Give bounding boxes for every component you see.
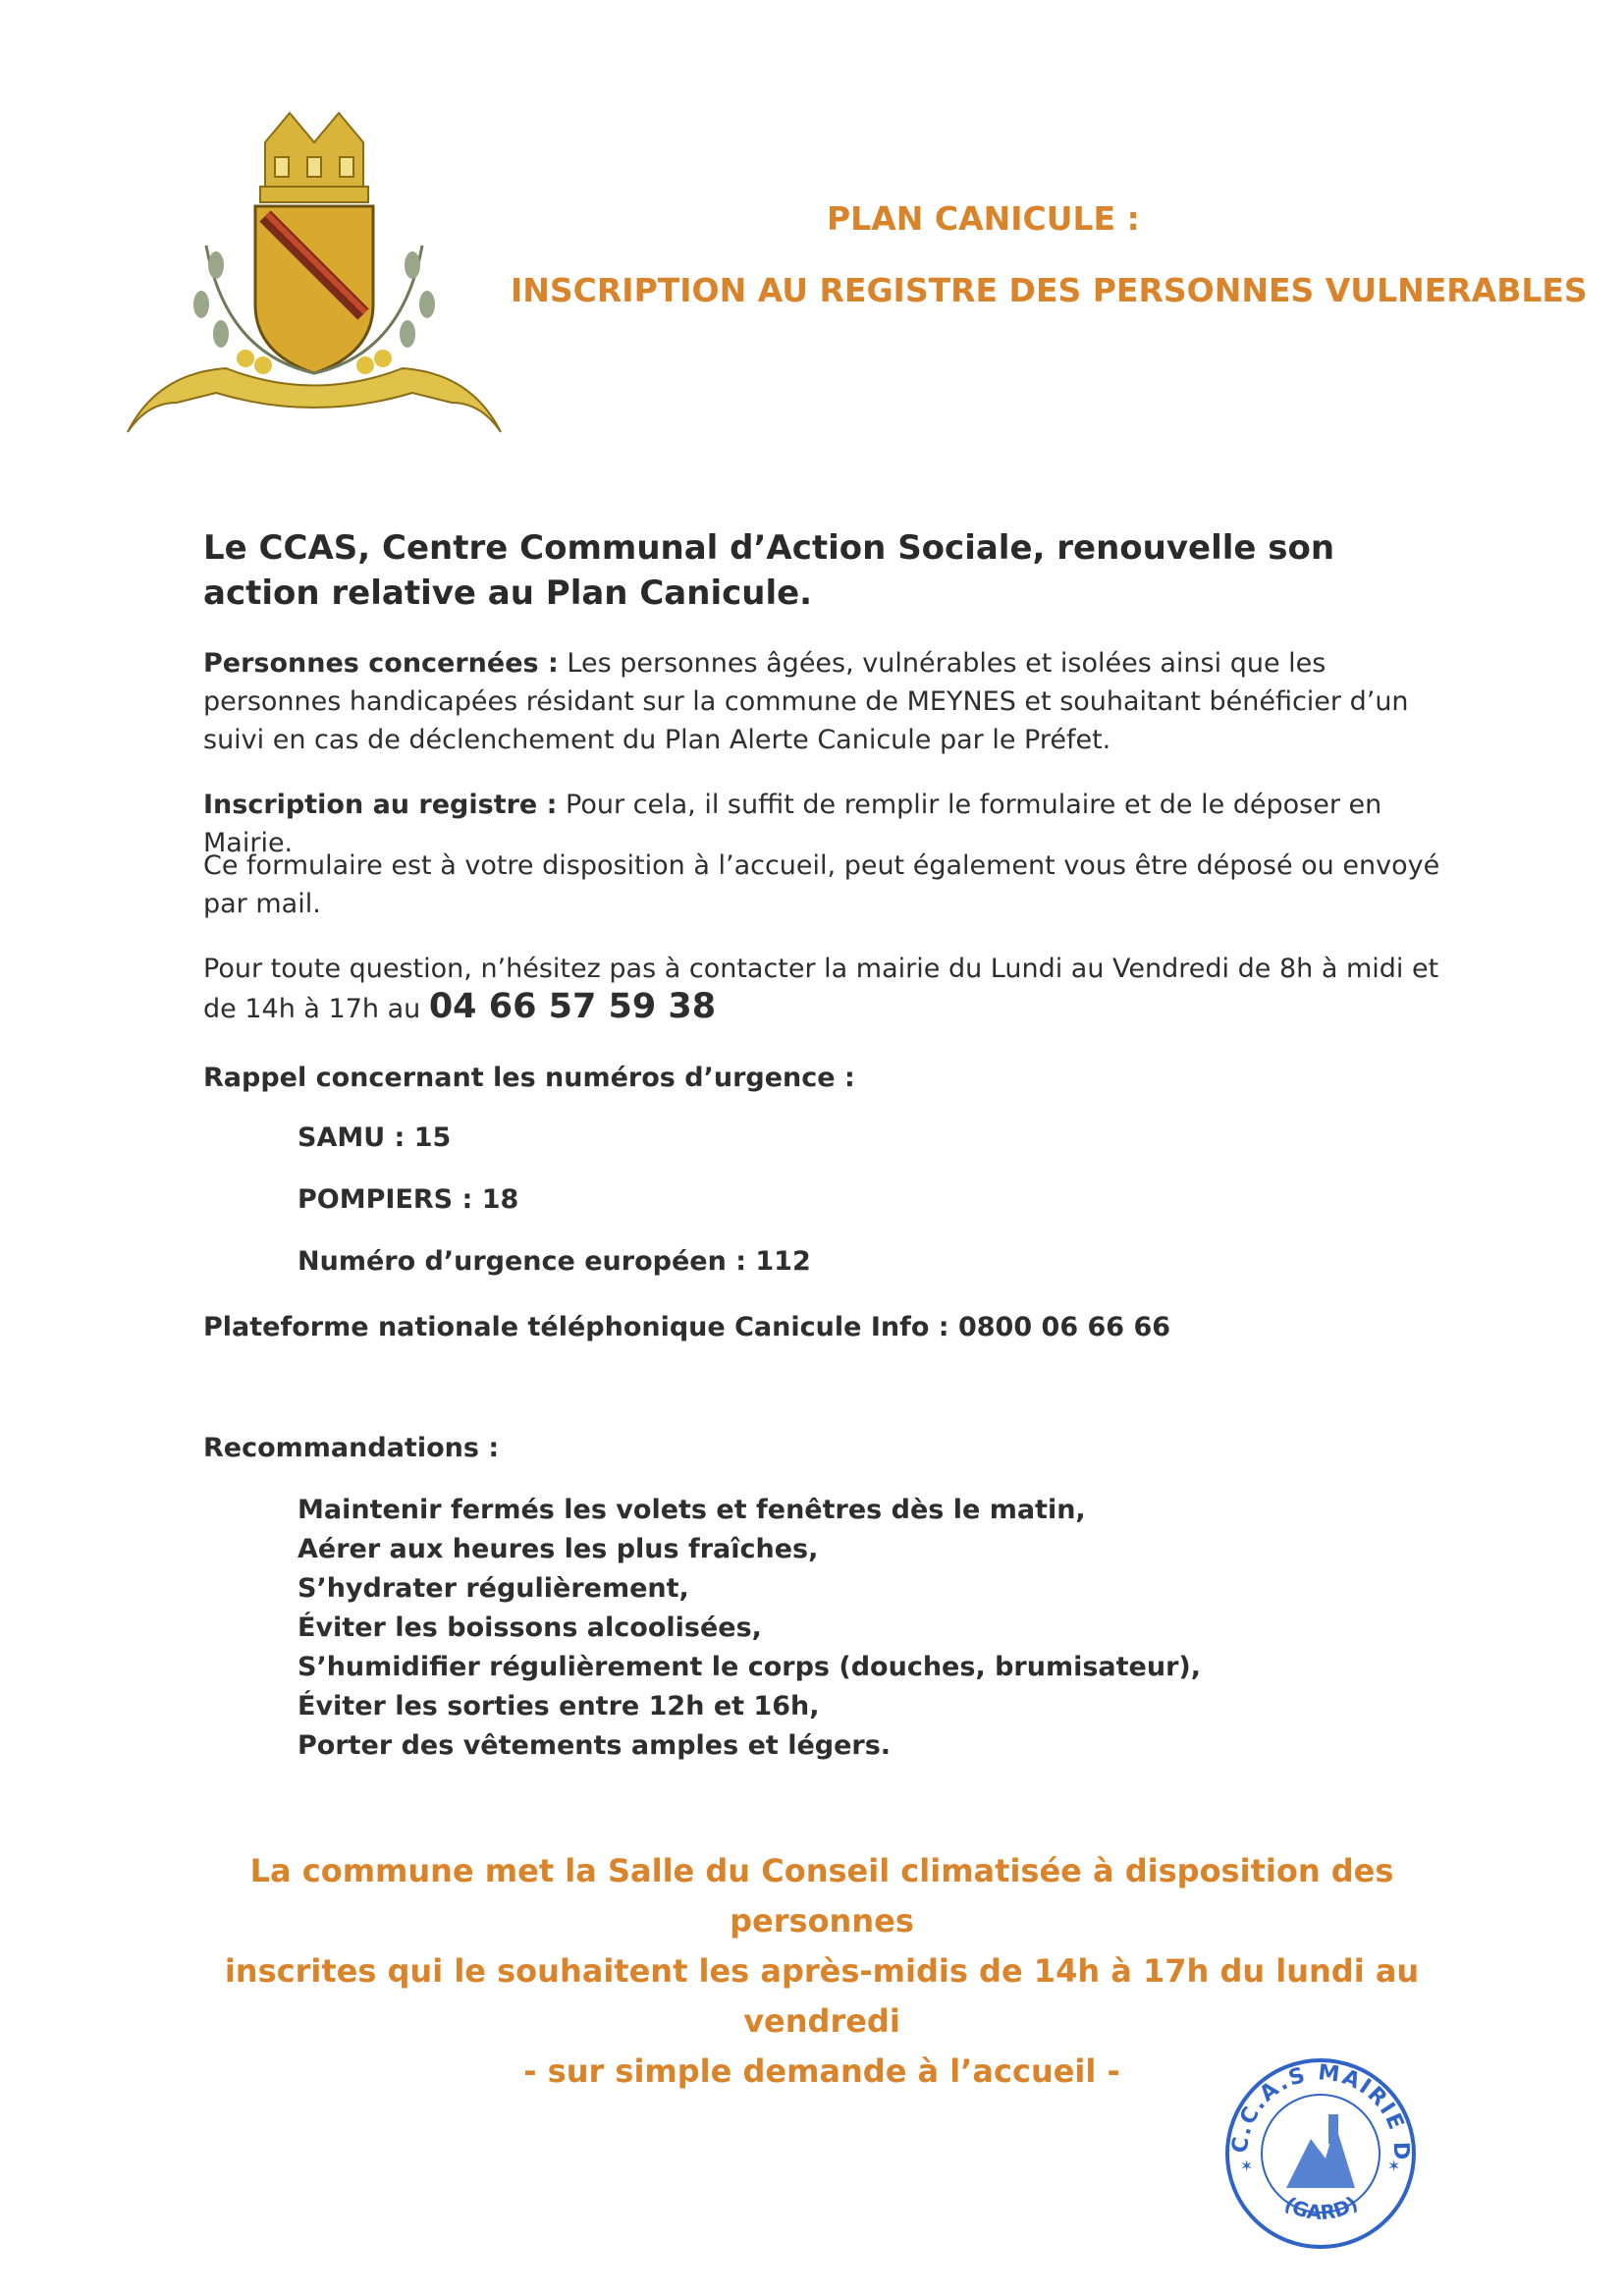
intro-paragraph: Le CCAS, Centre Communal d’Action Sociale, renouvelle son action relative au Plan Canicule. [203, 528, 1335, 613]
list-item: S’hydrater régulièrement, [298, 1573, 689, 1604]
closing-line-1: La commune met la Salle du Conseil climatisée à disposition des personnes [249, 1852, 1394, 1940]
closing-line-3: - sur simple demande à l’accueil - [523, 2052, 1120, 2090]
canicule-hotline: Plateforme nationale téléphonique Canicule Info : 0800 06 66 66 [203, 1312, 1171, 1342]
emergency-item-pompiers: POMPIERS : 18 [298, 1184, 519, 1215]
stamp-top-text: C.C.A.S MAIRIE D [1227, 2060, 1414, 2162]
list-item: Éviter les boissons alcoolisées, [298, 1613, 762, 1643]
emergency-item-samu: SAMU : 15 [298, 1122, 452, 1153]
list-item: S’humidifier régulièrement le corps (douches, brumisateur), [298, 1652, 1201, 1682]
page-subtitle: INSCRIPTION AU REGISTRE DES PERSONNES VULNERABLES [511, 271, 1588, 309]
municipal-crest-logo [118, 108, 511, 475]
svg-text:(GARD) [1280, 2191, 1362, 2224]
svg-text:✶: ✶ [1387, 2157, 1401, 2175]
concerned-text: Les personnes âgées, vulnérables et isolées ainsi que les personnes handicapées résidant sur la commune de MEYNES et souhaitant bénéficier d’un suivi en cas de déclenchement du Plan Alerte Canicule par le Préfet. [203, 648, 1409, 755]
registration-label: Inscription au registre : [203, 790, 558, 820]
registration-text: Pour cela, il suffit de remplir le formulaire et de le déposer en Mairie. [203, 790, 1382, 858]
svg-text:✶: ✶ [1240, 2157, 1254, 2175]
recommendations-heading: Recommandations : [203, 1433, 500, 1463]
recommendations-list [298, 1491, 1201, 1766]
emergency-item-european: Numéro d’urgence européen : 112 [298, 1246, 811, 1277]
list-item: Aérer aux heures les plus fraîches, [298, 1534, 819, 1564]
closing-line-2: inscrites qui le souhaitent les après-midis de 14h à 17h du lundi au vendredi [224, 1952, 1420, 2040]
list-item: Porter des vêtements amples et légers. [298, 1730, 892, 1761]
ccas-stamp [1213, 2046, 1429, 2256]
list-item: Éviter les sorties entre 12h et 16h, [298, 1691, 820, 1722]
contact-text: Pour toute question, n’hésitez pas à contacter la mairie du Lundi au Vendredi de 8h à midi et de 14h à 17h au [203, 954, 1439, 1024]
stamp-bottom-text: (GARD) [1280, 2191, 1363, 2225]
concerned-paragraph [203, 644, 1450, 759]
concerned-label: Personnes concernées : [203, 648, 559, 679]
list-item: Maintenir fermés les volets et fenêtres dès le matin, [298, 1495, 1086, 1525]
page-title: PLAN CANICULE : [827, 199, 1140, 238]
contact-phone: 04 66 57 59 38 [428, 987, 717, 1026]
emergency-heading: Rappel concernant les numéros d’urgence : [203, 1063, 855, 1093]
contact-paragraph [203, 950, 1450, 1028]
form-availability-paragraph: Ce formulaire est à votre disposition à l’accueil, peut également vous être déposé ou envoyé par mail. [203, 850, 1440, 919]
